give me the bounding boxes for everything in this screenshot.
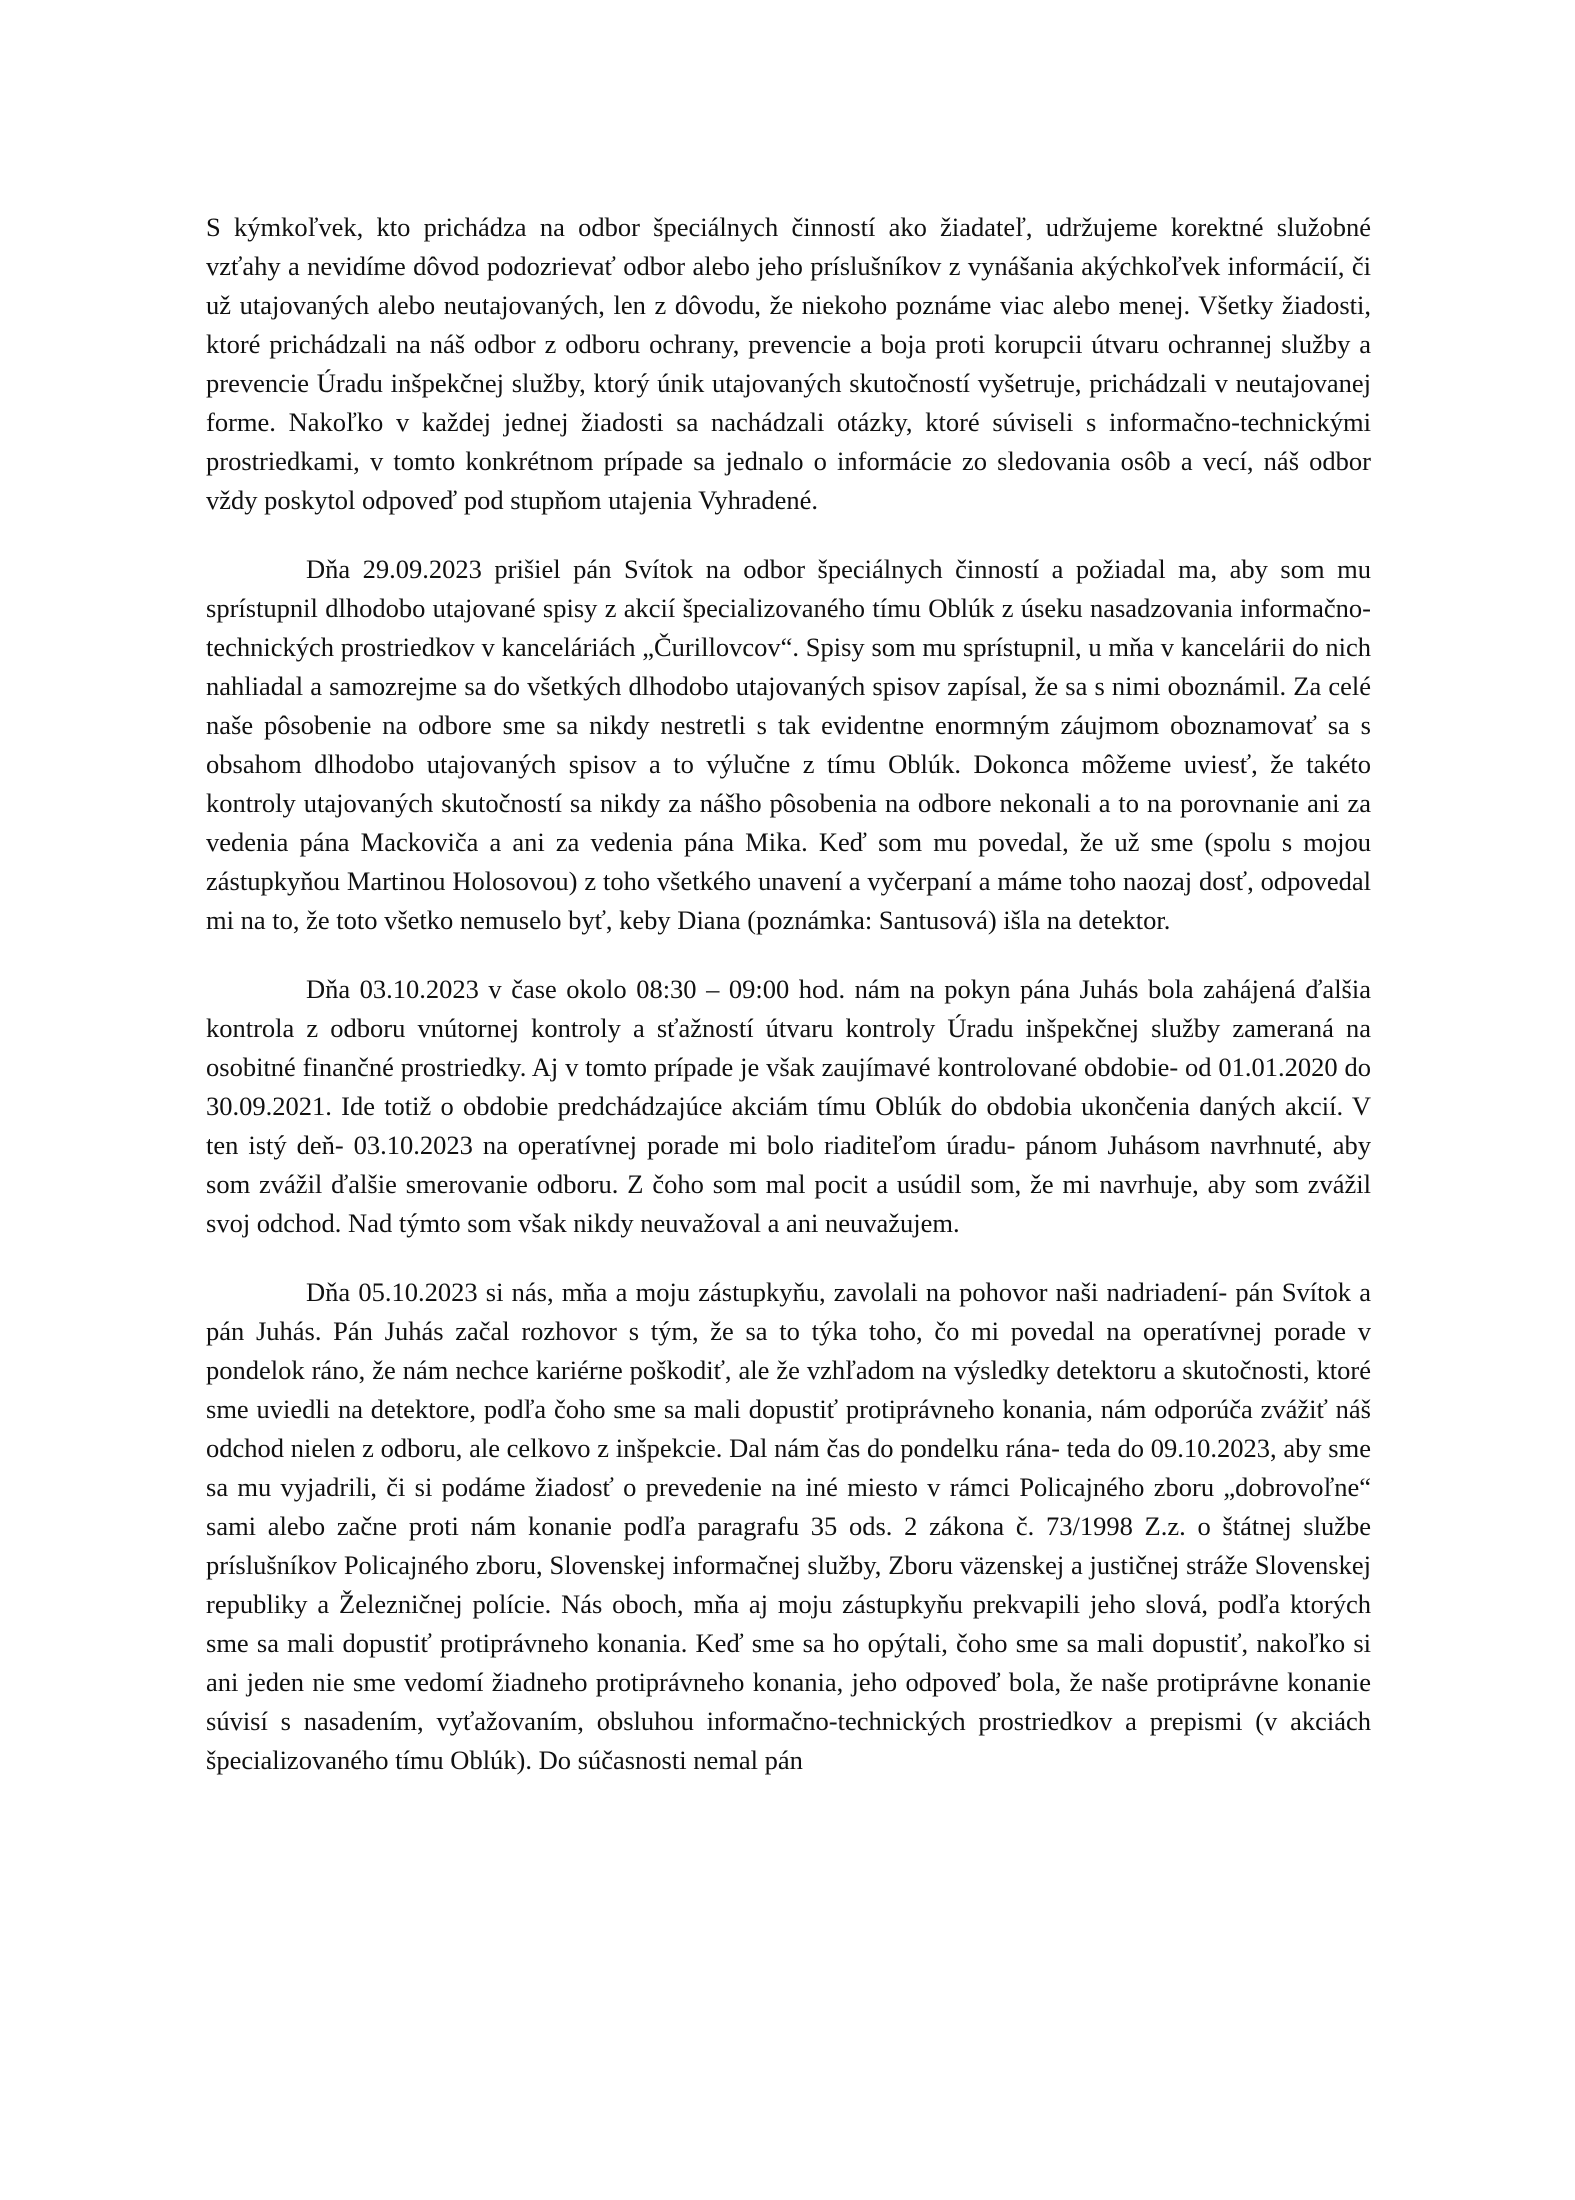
paragraph-2: Dňa 29.09.2023 prišiel pán Svítok na odbor špeciálnych činností a požiadal ma, aby som mu sprístupnil dlhodobo utajované spisy z akcií špecializovaného tímu Oblúk z úseku nasadzovania informačno-technických prostriedkov v kanceláriách „Čurillovcov“. Spisy som mu sprístupnil, u mňa v kancelárii do nich nahliadal a samozrejme sa do všetkých dlhodobo utajovaných spisov zapísal, že sa s nimi oboznámil. Za celé naše pôsobenie na odbore sme sa nikdy nestretli s tak evidentne enormným záujmom oboznamovať sa s obsahom dlhodobo utajovaných spisov a to výlučne z tímu Oblúk. Dokonca môžeme uviesť, že takéto kontroly utajovaných skutočností sa nikdy za nášho pôsobenia na odbore nekonali a to na porovnanie ani za vedenia pána Mackoviča a ani za vedenia pána Mika. Keď som mu povedal, že už sme (spolu s mojou zástupkyňou Martinou Holosovou) z toho všetkého unavení a vyčerpaní a máme toho naozaj dosť, odpovedal mi na to, že toto všetko nemuselo byť, keby Diana (poznámka: Santusová) išla na detektor.	[206, 554, 1371, 935]
paragraph-4: Dňa 05.10.2023 si nás, mňa a moju zástupkyňu, zavolali na pohovor naši nadriadení- pán Svítok a pán Juhás. Pán Juhás začal rozhovor s tým, že sa to týka toho, čo mi povedal na operatívnej porade v pondelok ráno, že nám nechce kariérne poškodiť, ale že vzhľadom na výsledky detektoru a skutočnosti, ktoré sme uviedli na detektore, podľa čoho sme sa mali dopustiť protiprávneho konania, nám odporúča zvážiť náš odchod nielen z odboru, ale celkovo z inšpekcie. Dal nám čas do pondelku rána- teda do 09.10.2023, aby sme sa mu vyjadrili, či si podáme žiadosť o prevedenie na iné miesto v rámci Policajného zboru „dobrovoľne“ sami alebo začne proti nám konanie podľa paragrafu 35 ods. 2 zákona č. 73/1998 Z.z. o štátnej službe príslušníkov Policajného zboru, Slovenskej informačnej služby, Zboru väzenskej a justičnej stráže Slovenskej republiky a Železničnej polície. Nás oboch, mňa aj moju zástupkyňu prekvapili jeho slová, podľa ktorých sme sa mali dopustiť protiprávneho konania. Keď sme sa ho opýtali, čoho sme sa mali dopustiť, nakoľko si ani jeden nie sme vedomí žiadneho protiprávneho konania, jeho odpoveď bola, že naše protiprávne konanie súvisí s nasadením, vyťažovaním, obsluhou informačno-technických prostriedkov a prepismi (v akciách špecializovaného tímu Oblúk). Do súčasnosti nemal pán	[206, 1277, 1371, 1775]
paragraph-3: Dňa 03.10.2023 v čase okolo 08:30 – 09:00 hod. nám na pokyn pána Juhás bola zahájená ďalšia kontrola z odboru vnútornej kontroly a sťažností útvaru kontroly Úradu inšpekčnej služby zameraná na osobitné finančné prostriedky. Aj v tomto prípade je však zaujímavé kontrolované obdobie- od 01.01.2020 do 30.09.2021. Ide totiž o obdobie predchádzajúce akciám tímu Oblúk do obdobia ukončenia daných akcií. V ten istý deň- 03.10.2023 na operatívnej porade mi bolo riaditeľom úradu- pánom Juhásom navrhnuté, aby som zvážil ďalšie smerovanie odboru. Z čoho som mal pocit a usúdil som, že mi navrhuje, aby som zvážil svoj odchod. Nad týmto som však nikdy neuvažoval a ani neuvažujem.	[206, 974, 1371, 1238]
document-body	[206, 208, 1371, 1780]
paragraph-1: S kýmkoľvek, kto prichádza na odbor špeciálnych činností ako žiadateľ, udržujeme korektné služobné vzťahy a nevidíme dôvod podozrievať odbor alebo jeho príslušníkov z vynášania akýchkoľvek informácií, či už utajovaných alebo neutajovaných, len z dôvodu, že niekoho poznáme viac alebo menej. Všetky žiadosti, ktoré prichádzali na náš odbor z odboru ochrany, prevencie a boja proti korupcii útvaru ochrannej služby a prevencie Úradu inšpekčnej služby, ktorý únik utajovaných skutočností vyšetruje, prichádzali v neutajovanej forme. Nakoľko v každej jednej žiadosti sa nachádzali otázky, ktoré súviseli s informačno-technickými prostriedkami, v tomto konkrétnom prípade sa jednalo o informácie zo sledovania osôb a vecí, náš odbor vždy poskytol odpoveď pod stupňom utajenia Vyhradené.	[206, 212, 1371, 515]
